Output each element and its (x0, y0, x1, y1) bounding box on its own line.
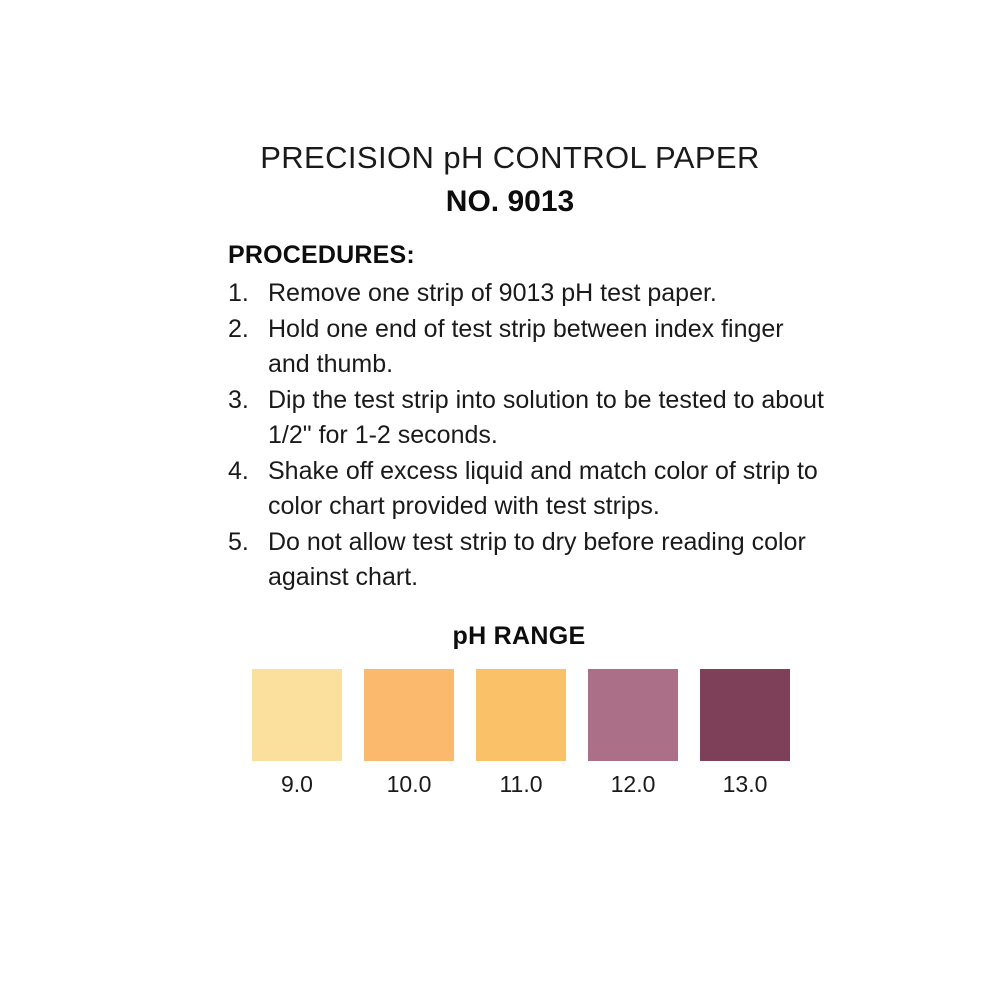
list-item (228, 525, 828, 594)
ph-swatch-10 (364, 669, 454, 798)
color-swatch (476, 669, 566, 761)
color-swatch (588, 669, 678, 761)
list-item (228, 276, 828, 311)
step-number: 1. (228, 278, 249, 307)
step-number: 5. (228, 528, 249, 557)
procedures-heading: PROCEDURES: (228, 240, 415, 269)
list-item (228, 312, 828, 381)
ph-swatch-9 (252, 669, 342, 798)
color-swatch (252, 669, 342, 761)
step-number: 2. (228, 315, 249, 344)
procedures-list (228, 276, 828, 595)
product-number: NO. 9013 (445, 184, 575, 218)
swatch-label: 11.0 (499, 771, 543, 798)
color-swatch (700, 669, 790, 761)
ph-swatch-11 (476, 669, 566, 798)
color-swatch (364, 669, 454, 761)
step-number: 4. (228, 457, 249, 486)
title-block (0, 140, 1000, 221)
swatch-label: 10.0 (386, 771, 432, 798)
step-number: 3. (228, 386, 249, 415)
step-text: Dip the test strip into solution to be tested to about 1/2" for 1-2 seconds. (268, 386, 824, 449)
ph-color-chart (228, 669, 828, 798)
ph-swatch-13 (700, 669, 790, 798)
swatch-label: 12.0 (610, 771, 656, 798)
step-text: Remove one strip of 9013 pH test paper. (268, 278, 717, 307)
step-text: Hold one end of test strip between index finger and thumb. (268, 315, 784, 378)
step-text: Do not allow test strip to dry before reading color against chart. (268, 528, 806, 591)
list-item (228, 383, 828, 452)
ph-range-heading: pH RANGE (452, 622, 586, 651)
page-title: PRECISION pH CONTROL PAPER (260, 140, 760, 175)
swatch-label: 13.0 (722, 771, 768, 798)
instructions-section (228, 241, 828, 799)
swatch-label: 9.0 (281, 771, 313, 798)
ph-swatch-12 (588, 669, 678, 798)
step-text: Shake off excess liquid and match color of strip to color chart provided with test strips. (268, 457, 818, 520)
list-item (228, 454, 828, 523)
